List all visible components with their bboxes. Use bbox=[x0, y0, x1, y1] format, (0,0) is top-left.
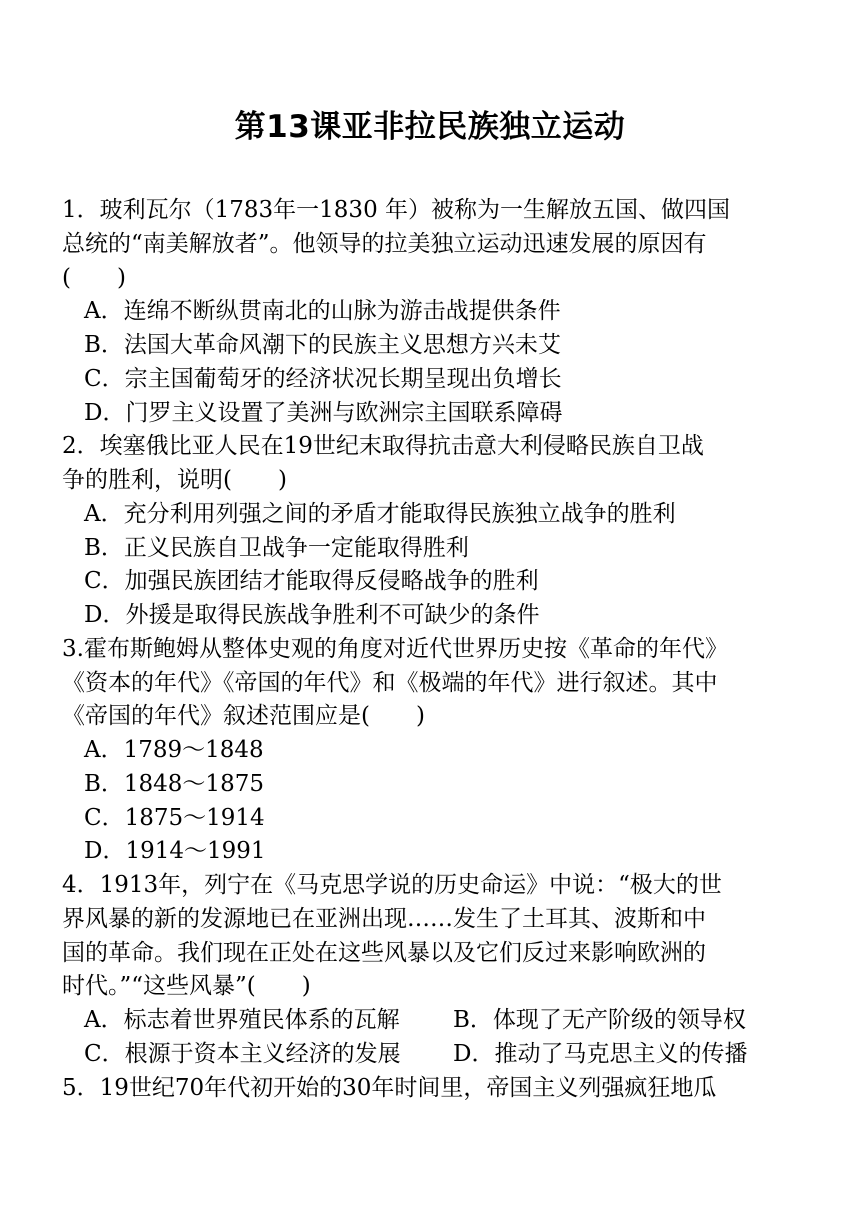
option-a: A．连绵不断纵贯南北的山脉为游击战提供条件 bbox=[84, 298, 561, 325]
question-1 bbox=[62, 194, 804, 430]
option-d: D．推动了马克思主义的传播 bbox=[453, 1040, 748, 1067]
question-stem-line: 3.霍布斯鲍姆从整体史观的角度对近代世界历史按《革命的年代》 bbox=[62, 635, 728, 662]
option-a: A．标志着世界殖民体系的瓦解 bbox=[84, 1007, 400, 1033]
option-b: B．体现了无产阶级的领导权 bbox=[453, 1007, 746, 1033]
option-b: B．正义民族自卫战争一定能取得胜利 bbox=[84, 534, 469, 561]
question-4 bbox=[62, 869, 804, 1072]
question-stem-line: 《资本的年代》《帝国的年代》和《极端的年代》进行叙述。其中 bbox=[62, 669, 718, 696]
option-d: D．1914～1991 bbox=[84, 838, 266, 865]
question-stem-line: 2．埃塞俄比亚人民在19世纪末取得抗击意大利侵略民族自卫战 bbox=[62, 433, 704, 460]
question-2 bbox=[62, 430, 804, 633]
option-a: A．1789～1848 bbox=[84, 737, 264, 763]
question-list bbox=[62, 194, 804, 1105]
question-stem-line: 总统的“南美解放者”。他领导的拉美独立运动迅速发展的原因有 bbox=[62, 230, 707, 257]
question-stem-line: 《帝国的年代》叙述范围应是( ) bbox=[62, 703, 425, 730]
question-stem-line: 4．1913年，列宁在《马克思学说的历史命运》中说：“极大的世 bbox=[62, 872, 722, 898]
option-d: D．门罗主义设置了美洲与欧洲宗主国联系障碍 bbox=[84, 399, 563, 426]
option-c: C．加强民族团结才能取得反侵略战争的胜利 bbox=[84, 568, 539, 595]
option-c: C．宗主国葡萄牙的经济状况长期呈现出负增长 bbox=[84, 365, 562, 392]
option-b: B．法国大革命风潮下的民族主义思想方兴未艾 bbox=[84, 332, 561, 358]
page-title: 第13课亚非拉民族独立运动 bbox=[234, 109, 626, 145]
option-b: B．1848～1875 bbox=[84, 770, 264, 797]
option-row bbox=[62, 1038, 804, 1072]
question-stem-line: 界风暴的新的发源地已在亚洲出现……发生了土耳其、波斯和中 bbox=[62, 905, 706, 932]
question-stem-line: 争的胜利，说明( ) bbox=[62, 467, 287, 493]
question-stem-line: 时代。”“这些风暴”( ) bbox=[62, 973, 311, 1000]
option-c: C．1875～1914 bbox=[84, 804, 265, 831]
option-d: D．外援是取得民族战争胜利不可缺少的条件 bbox=[84, 602, 540, 628]
question-stem-line: 1．玻利瓦尔（1783年一1830 年）被称为一生解放五国、做四国 bbox=[62, 197, 731, 223]
question-stem-line: 5．19世纪70年代初开始的30年时间里，帝国主义列强疯狂地瓜 bbox=[62, 1074, 717, 1101]
question-5 bbox=[62, 1072, 804, 1106]
option-c: C．根源于资本主义经济的发展 bbox=[84, 1040, 401, 1067]
option-a: A．充分利用列强之间的矛盾才能取得民族独立战争的胜利 bbox=[84, 500, 676, 527]
question-stem-line: ( ) bbox=[62, 264, 126, 291]
option-row bbox=[62, 1004, 804, 1038]
question-stem-line: 国的革命。我们现在正处在这些风暴以及它们反过来影响欧洲的 bbox=[62, 939, 706, 966]
question-3 bbox=[62, 633, 804, 869]
